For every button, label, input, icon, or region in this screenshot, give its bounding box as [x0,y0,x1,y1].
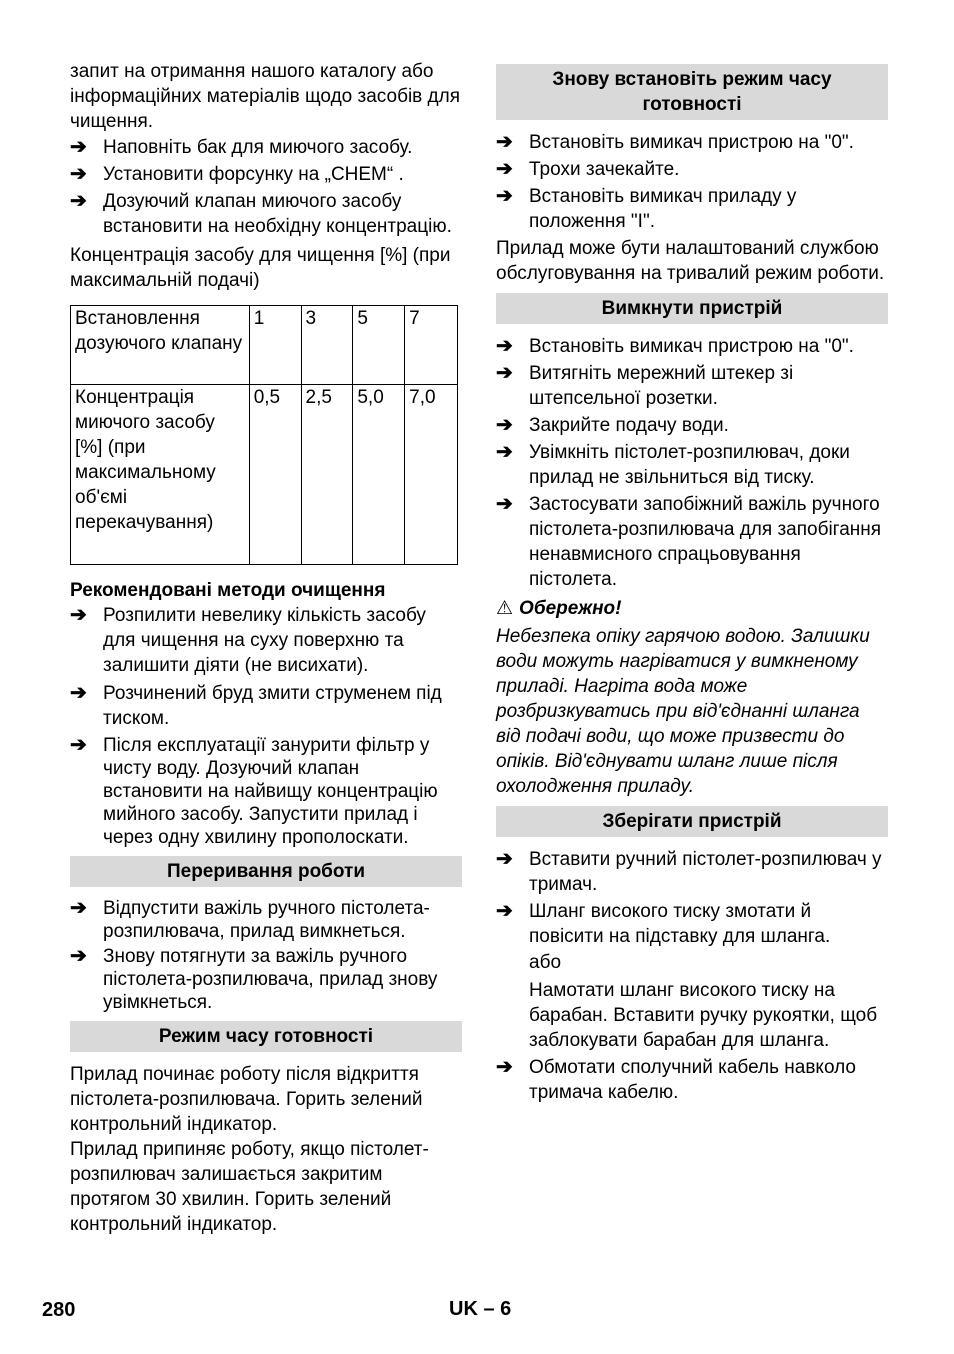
table-cell: 2,5 [301,385,353,565]
list-item: ➔ Знову потягнути за важіль ручного пістолета-розпилювача, прилад знову увімкнеться. [70,945,438,1013]
reset-list [496,130,888,234]
arrow-right-icon: ➔ [496,1056,513,1078]
storage-or-text: або [529,952,562,973]
right-column [496,64,888,1107]
warning-text: Небезпека опіку гарячою водою. Залишки води можуть нагріватися у вимкненому приладі. Нагріта вода може розбризкуватись при від'єднанні шланга від подачі води, що може призвести до опіків. Від'єднувати шланг лише після охолодження приладу. [496,626,870,797]
table-cell: 5 [353,306,405,385]
page-number: 280 [42,1299,76,1321]
storage-alternative: Намотати шланг високого тиску на барабан. Вставити ручку рукоятки, щоб заблокувати барабан для шланга. [529,980,878,1051]
standby-heading: Режим часу готовності [70,1021,462,1052]
warning-heading: ⚠ Обережно! [496,598,622,619]
arrow-right-icon: ➔ [70,136,87,158]
interrupt-list [70,897,462,1014]
list-item: ➔ Розчинений бруд змити струменем під тиском. [70,682,442,729]
reset-note: Прилад може бути налаштований службою обслуговування на тривалий режим роботи. [496,238,885,284]
list-item: ➔ Закрийте подачу води. [496,414,729,436]
list-item: ➔ Застосувати запобіжний важіль ручного пістолета-розпилювача для запобігання ненавмисного спрацьовування пістолета. [496,493,882,590]
arrow-right-icon: ➔ [70,897,87,919]
table-cell: 7,0 [405,385,458,565]
list-item: ➔ Вставити ручний пістолет-розпилювач у тримач. [496,848,882,895]
arrow-right-icon: ➔ [496,493,513,515]
arrow-right-icon: ➔ [496,900,513,922]
arrow-right-icon: ➔ [70,945,87,967]
table-cell-label: Концентрація миючого засобу [%] (при максимальному об'ємі перекачування) [71,385,250,565]
arrow-right-icon: ➔ [70,604,87,626]
table-cell: 1 [249,306,301,385]
intro-text: запит на отримання нашого каталогу або інформаційних матеріалів щодо засобів для чищення. [70,61,461,132]
list-item: ➔ Дозуючий клапан миючого засобу встановити на необхідну концентрацію. [70,190,452,237]
fill-steps-list [70,135,462,239]
arrow-right-icon: ➔ [496,414,513,436]
list-item: ➔ Увімкніть пістолет-розпилювач, доки прилад не звільниться від тиску. [496,441,850,488]
standby-paragraph-2: Прилад припиняє роботу, якщо пістолет-розпилювач залишається закритим протягом 30 хвилин. Горить зелений контрольний індикатор. [70,1139,429,1235]
arrow-right-icon: ➔ [496,158,513,180]
arrow-right-icon: ➔ [70,190,87,212]
list-item: ➔ Встановіть вимикач приладу у положення "I". [496,185,797,232]
list-item: ➔ Обмотати сполучний кабель навколо тримача кабелю. [496,1056,856,1103]
list-item: ➔ Після експлуатації занурити фільтр у чисту воду. Дозуючий клапан встановити на найвищу концентрацію мийного засобу. Запустити прилад і через одну хвилину прополоскати. [70,734,438,848]
arrow-right-icon: ➔ [70,163,87,185]
interrupt-heading: Переривання роботи [70,856,462,887]
concentration-table [70,305,458,565]
methods-list [70,603,462,849]
arrow-right-icon: ➔ [496,848,513,870]
arrow-right-icon: ➔ [70,734,87,756]
warning-triangle-icon: ⚠ [496,598,514,619]
switch-off-heading: Вимкнути пристрій [496,293,888,324]
table-row [71,385,458,565]
reset-standby-heading: Знову встановіть режим часу готовності [496,64,888,120]
table-cell: 0,5 [249,385,301,565]
table-row [71,306,458,385]
storage-list [496,847,888,1105]
list-item: ➔ Трохи зачекайте. [496,158,680,180]
methods-heading: Рекомендовані методи очищення [70,580,386,601]
table-cell: 5,0 [353,385,405,565]
table-cell: 3 [301,306,353,385]
list-item: ➔ Наповніть бак для миючого засобу. [70,136,413,158]
list-item: ➔ Відпустити важіль ручного пістолета-розпилювача, прилад вимкнеться. [70,897,430,942]
list-item: ➔ Установити форсунку на „CHEM“ . [70,163,404,185]
list-item: ➔ Витягніть мережний штекер зі штепсельної розетки. [496,362,794,409]
table-cell: 7 [405,306,458,385]
list-item: ➔ Встановіть вимикач пристрою на "0". [496,131,854,153]
table-cell-label: Встановлення дозуючого клапану [71,306,250,385]
concentration-label: Концентрація засобу для чищення [%] (при максимальній подачі) [70,245,451,291]
left-column [70,59,462,1237]
storage-heading: Зберігати пристрій [496,806,888,837]
arrow-right-icon: ➔ [496,185,513,207]
list-item: ➔ Розпилити невелику кількість засобу для чищення на суху поверхню та залишити діяти (не висихати). [70,604,426,676]
language-page-label: UK – 6 [449,1298,512,1320]
arrow-right-icon: ➔ [70,682,87,704]
arrow-right-icon: ➔ [496,335,513,357]
arrow-right-icon: ➔ [496,362,513,384]
arrow-right-icon: ➔ [496,441,513,463]
standby-paragraph-1: Прилад починає роботу після відкриття пістолета-розпилювача. Горить зелений контрольний індикатор. [70,1064,423,1135]
arrow-right-icon: ➔ [496,131,513,153]
list-item: ➔ Шланг високого тиску змотати й повісити на підставку для шланга. або Намотати шланг високого тиску на барабан. Вставити ручку рукоятки, щоб заблокувати барабан для шланга. [496,899,888,1053]
switch-off-list [496,334,888,592]
list-item: ➔ Встановіть вимикач пристрою на "0". [496,335,854,357]
